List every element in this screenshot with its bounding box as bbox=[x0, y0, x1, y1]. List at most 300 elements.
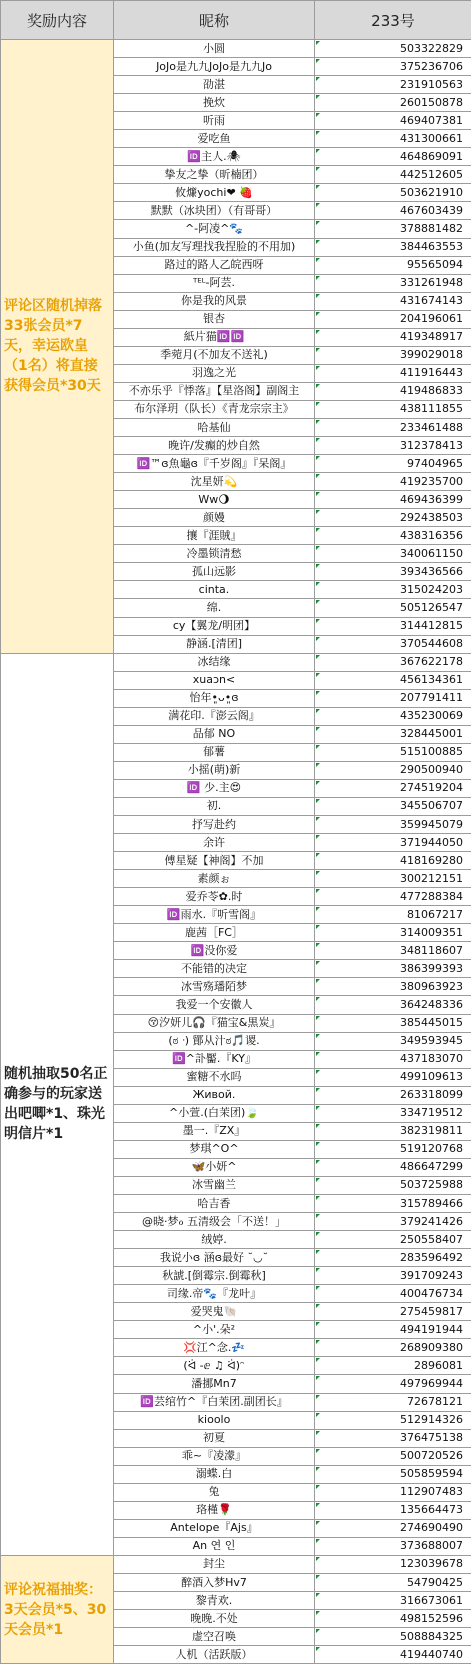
id-cell[interactable] bbox=[315, 1646, 471, 1664]
nickname-cell[interactable]: 绵. bbox=[114, 599, 315, 617]
id-cell[interactable] bbox=[315, 1285, 471, 1303]
nickname-cell[interactable]: 蜜糖不水吗 bbox=[114, 1068, 315, 1086]
id-cell[interactable] bbox=[315, 1393, 471, 1411]
number-as-text-indicator-icon bbox=[316, 1304, 320, 1308]
id-cell[interactable] bbox=[315, 418, 471, 436]
id-value: 231910563 bbox=[400, 78, 463, 91]
id-cell[interactable] bbox=[315, 166, 471, 184]
nickname-cell[interactable]: 挽炊 bbox=[114, 94, 315, 112]
id-value: 486647299 bbox=[400, 1160, 463, 1173]
id-cell[interactable] bbox=[315, 743, 471, 761]
id-cell[interactable] bbox=[315, 491, 471, 509]
id-cell[interactable] bbox=[315, 761, 471, 779]
id-cell[interactable] bbox=[315, 1213, 471, 1231]
id-cell[interactable] bbox=[315, 148, 471, 166]
number-as-text-indicator-icon bbox=[316, 1250, 320, 1254]
nickname-cell[interactable]: 颜嫚 bbox=[114, 509, 315, 527]
id-cell[interactable] bbox=[315, 725, 471, 743]
id-cell[interactable] bbox=[315, 635, 471, 653]
id-value: 505859594 bbox=[400, 1467, 463, 1480]
nickname-cell[interactable]: 🆔芸绾竹^『白茉团.副团长』 bbox=[114, 1393, 315, 1411]
id-cell[interactable] bbox=[315, 1447, 471, 1465]
number-as-text-indicator-icon bbox=[316, 456, 320, 460]
id-cell[interactable] bbox=[315, 1411, 471, 1429]
number-as-text-indicator-icon bbox=[316, 1052, 320, 1056]
id-value: 400476734 bbox=[400, 1287, 463, 1300]
number-as-text-indicator-icon bbox=[316, 1503, 320, 1507]
id-value: 505126547 bbox=[400, 601, 463, 614]
id-cell[interactable] bbox=[315, 671, 471, 689]
id-value: 386399393 bbox=[400, 962, 463, 975]
number-as-text-indicator-icon bbox=[316, 185, 320, 189]
id-cell[interactable] bbox=[315, 545, 471, 563]
nickname-cell[interactable]: 爱哭鬼🐚 bbox=[114, 1303, 315, 1321]
nickname-cell[interactable]: 晚许/发癫的炒自然 bbox=[114, 437, 315, 455]
number-as-text-indicator-icon bbox=[316, 1142, 320, 1146]
id-value: 81067217 bbox=[407, 908, 463, 921]
number-as-text-indicator-icon bbox=[316, 402, 320, 406]
nickname-cell[interactable]: 🆔™ɞ魚龜ɞ『千岁阁』『呆阁』 bbox=[114, 455, 315, 473]
id-value: 290500940 bbox=[400, 763, 463, 776]
id-cell[interactable] bbox=[315, 455, 471, 473]
id-value: 373688007 bbox=[400, 1539, 463, 1552]
id-value: 469407381 bbox=[400, 114, 463, 127]
id-value: 370544608 bbox=[400, 637, 463, 650]
id-cell[interactable] bbox=[315, 1339, 471, 1357]
id-cell[interactable] bbox=[315, 816, 471, 834]
number-as-text-indicator-icon bbox=[316, 438, 320, 442]
id-value: 438111855 bbox=[400, 402, 463, 415]
number-as-text-indicator-icon bbox=[316, 1557, 320, 1561]
header-nickname[interactable]: 昵称 bbox=[114, 1, 315, 40]
nickname-cell[interactable]: 银杏 bbox=[114, 310, 315, 328]
id-cell[interactable] bbox=[315, 1628, 471, 1646]
id-cell[interactable] bbox=[315, 1032, 471, 1050]
id-value: 2896081 bbox=[414, 1359, 463, 1372]
id-value: 316673061 bbox=[400, 1594, 463, 1607]
nickname-cell[interactable]: 孤山远影 bbox=[114, 563, 315, 581]
id-cell[interactable] bbox=[315, 527, 471, 545]
number-as-text-indicator-icon bbox=[316, 221, 320, 225]
nickname-cell[interactable]: 沈星妍💫 bbox=[114, 473, 315, 491]
id-cell[interactable] bbox=[315, 112, 471, 130]
id-cell[interactable] bbox=[315, 1140, 471, 1158]
table-row bbox=[1, 653, 471, 671]
nickname-cell[interactable]: 素颜ぉ bbox=[114, 870, 315, 888]
id-value: 419348917 bbox=[400, 330, 463, 343]
id-cell[interactable] bbox=[315, 382, 471, 400]
nickname-cell[interactable]: 兔 bbox=[114, 1483, 315, 1501]
nickname-cell[interactable]: @晓·梦ℴ 五清级会「不送！」 bbox=[114, 1213, 315, 1231]
id-value: 268909380 bbox=[400, 1341, 463, 1354]
nickname-cell[interactable]: 季菀月(不加友不送礼) bbox=[114, 346, 315, 364]
number-as-text-indicator-icon bbox=[316, 600, 320, 604]
id-value: 435230069 bbox=[400, 709, 463, 722]
id-cell[interactable] bbox=[315, 870, 471, 888]
id-value: 274519204 bbox=[400, 781, 463, 794]
id-value: 379241426 bbox=[400, 1215, 463, 1228]
id-cell[interactable] bbox=[315, 888, 471, 906]
nickname-cell[interactable]: ᵀᴱᴸ-阿芸. bbox=[114, 274, 315, 292]
number-as-text-indicator-icon bbox=[316, 1070, 320, 1074]
id-cell[interactable] bbox=[315, 1610, 471, 1628]
number-as-text-indicator-icon bbox=[316, 1286, 320, 1290]
number-as-text-indicator-icon bbox=[316, 691, 320, 695]
nickname-cell[interactable]: 挚友之挚（昕楠团） bbox=[114, 166, 315, 184]
nickname-cell[interactable]: 我说小ɞ 涵ɞ最好 ˘◡˘ bbox=[114, 1249, 315, 1267]
nickname-cell[interactable]: cy【翼龙/明团】 bbox=[114, 617, 315, 635]
id-value: 437183070 bbox=[400, 1052, 463, 1065]
nickname-cell[interactable]: 静涵.[清团] bbox=[114, 635, 315, 653]
id-value: 250558407 bbox=[400, 1233, 463, 1246]
nickname-cell[interactable]: 🆔主人.🕷 bbox=[114, 148, 315, 166]
reward-cell[interactable]: 随机抽取50名正确参与的玩家送出吧唧*1、珠光明信片*1 bbox=[1, 653, 114, 1555]
id-value: 380963923 bbox=[400, 980, 463, 993]
nickname-cell[interactable]: 💢江^念.💤 bbox=[114, 1339, 315, 1357]
nickname-cell[interactable]: 黎青欢. bbox=[114, 1592, 315, 1610]
nickname-cell[interactable]: Живой. bbox=[114, 1086, 315, 1104]
nickname-cell[interactable]: 羽逸之光 bbox=[114, 364, 315, 382]
nickname-cell[interactable]: (ಠ ᐧ) 鄮从汁ಠ🎵谡. bbox=[114, 1032, 315, 1050]
number-as-text-indicator-icon bbox=[316, 907, 320, 911]
id-cell[interactable] bbox=[315, 1195, 471, 1213]
nickname-cell[interactable]: 冰结缘 bbox=[114, 653, 315, 671]
number-as-text-indicator-icon bbox=[316, 1629, 320, 1633]
nickname-cell[interactable]: 绒婷. bbox=[114, 1231, 315, 1249]
table-body bbox=[1, 40, 471, 1664]
id-cell[interactable] bbox=[315, 437, 471, 455]
header-id[interactable]: 233号 bbox=[315, 1, 471, 40]
header-reward[interactable]: 奖励内容 bbox=[1, 1, 114, 40]
nickname-cell[interactable]: 秋諕.[倒霉宗.倒霉秋] bbox=[114, 1267, 315, 1285]
number-as-text-indicator-icon bbox=[316, 312, 320, 316]
id-cell[interactable] bbox=[315, 834, 471, 852]
id-value: 498152596 bbox=[400, 1612, 463, 1625]
nickname-cell[interactable]: 醉酒入梦Hv7 bbox=[114, 1573, 315, 1591]
nickname-cell[interactable]: 路过的路人乙皖西呀 bbox=[114, 256, 315, 274]
nickname-cell[interactable]: 劭湛 bbox=[114, 76, 315, 94]
number-as-text-indicator-icon bbox=[316, 492, 320, 496]
id-value: 469436399 bbox=[400, 493, 463, 506]
id-cell[interactable] bbox=[315, 942, 471, 960]
number-as-text-indicator-icon bbox=[316, 1124, 320, 1128]
id-value: 364248336 bbox=[400, 998, 463, 1011]
id-value: 315024203 bbox=[400, 583, 463, 596]
nickname-cell[interactable]: Antelope『Ajs』 bbox=[114, 1519, 315, 1537]
number-as-text-indicator-icon bbox=[316, 817, 320, 821]
id-cell[interactable] bbox=[315, 1537, 471, 1555]
number-as-text-indicator-icon bbox=[316, 1034, 320, 1038]
id-cell[interactable] bbox=[315, 1158, 471, 1176]
id-cell[interactable] bbox=[315, 1014, 471, 1032]
number-as-text-indicator-icon bbox=[316, 1539, 320, 1543]
id-cell[interactable] bbox=[315, 852, 471, 870]
number-as-text-indicator-icon bbox=[316, 763, 320, 767]
nickname-cell[interactable]: 你是我的风景 bbox=[114, 292, 315, 310]
number-as-text-indicator-icon bbox=[316, 709, 320, 713]
id-value: 512914326 bbox=[400, 1413, 463, 1426]
nickname-cell[interactable]: ^小'.朵² bbox=[114, 1321, 315, 1339]
id-cell[interactable] bbox=[315, 1267, 471, 1285]
id-cell[interactable] bbox=[315, 1086, 471, 1104]
nickname-cell[interactable]: 爱吃鱼 bbox=[114, 130, 315, 148]
number-as-text-indicator-icon bbox=[316, 546, 320, 550]
id-cell[interactable] bbox=[315, 328, 471, 346]
nickname-cell[interactable]: kioolo bbox=[114, 1411, 315, 1429]
nickname-cell[interactable]: 默默（冰块团）（有哥哥） bbox=[114, 202, 315, 220]
id-value: 345506707 bbox=[400, 799, 463, 812]
number-as-text-indicator-icon bbox=[316, 961, 320, 965]
nickname-cell[interactable]: 人机（活跃版） bbox=[114, 1646, 315, 1664]
nickname-cell[interactable]: 冰雪幽兰 bbox=[114, 1176, 315, 1194]
reward-cell[interactable]: 评论祝福抽奖：3天会员*5、30天会员*1 bbox=[1, 1555, 114, 1663]
nickname-cell[interactable]: 布尔泽玥（队长）《青龙宗宗主》 bbox=[114, 400, 315, 418]
number-as-text-indicator-icon bbox=[316, 1593, 320, 1597]
nickname-cell[interactable]: 攘『涯賊』 bbox=[114, 527, 315, 545]
id-value: 419440740 bbox=[400, 1648, 463, 1661]
number-as-text-indicator-icon bbox=[316, 240, 320, 244]
id-value: 349593945 bbox=[400, 1034, 463, 1047]
id-value: 204196061 bbox=[400, 312, 463, 325]
id-value: 519120768 bbox=[400, 1142, 463, 1155]
id-value: 438316356 bbox=[400, 529, 463, 542]
nickname-cell[interactable]: 我爱一个安徽人 bbox=[114, 996, 315, 1014]
number-as-text-indicator-icon bbox=[316, 528, 320, 532]
nickname-cell[interactable]: 紙片猫🆔🆔 bbox=[114, 328, 315, 346]
nickname-cell[interactable]: 怡年•͈ᴗ•͈ɞ bbox=[114, 689, 315, 707]
nickname-cell[interactable]: 爱乔苓✿.时 bbox=[114, 888, 315, 906]
nickname-cell[interactable]: 墨一.『ZX』 bbox=[114, 1122, 315, 1140]
id-cell[interactable] bbox=[315, 94, 471, 112]
id-value: 477288384 bbox=[400, 890, 463, 903]
nickname-cell[interactable]: 小鱼(加友写理找我捏脸的不用加) bbox=[114, 238, 315, 256]
nickname-cell[interactable]: 😚汐妍儿🎧『猫宝&黒炭』 bbox=[114, 1014, 315, 1032]
number-as-text-indicator-icon bbox=[316, 1178, 320, 1182]
number-as-text-indicator-icon bbox=[316, 1413, 320, 1417]
id-cell[interactable] bbox=[315, 1321, 471, 1339]
nickname-cell[interactable]: Ww🌖 bbox=[114, 491, 315, 509]
id-cell[interactable] bbox=[315, 906, 471, 924]
nickname-cell[interactable]: JoJo是九九JoJo是九九Jo bbox=[114, 58, 315, 76]
id-cell[interactable] bbox=[315, 563, 471, 581]
nickname-cell[interactable]: 听雨 bbox=[114, 112, 315, 130]
number-as-text-indicator-icon bbox=[316, 420, 320, 424]
id-cell[interactable] bbox=[315, 238, 471, 256]
nickname-cell[interactable]: 🆔雨水.『听雪阁』 bbox=[114, 906, 315, 924]
id-cell[interactable] bbox=[315, 1050, 471, 1068]
id-cell[interactable] bbox=[315, 996, 471, 1014]
number-as-text-indicator-icon bbox=[316, 1016, 320, 1020]
nickname-cell[interactable]: (ᐛ -ⅇ ♫ ᐛ)ᵔ bbox=[114, 1357, 315, 1375]
nickname-cell[interactable]: 郁薯 bbox=[114, 743, 315, 761]
nickname-cell[interactable]: 🆔 少.主😍 bbox=[114, 779, 315, 797]
id-value: 72678121 bbox=[407, 1395, 463, 1408]
id-cell[interactable] bbox=[315, 310, 471, 328]
nickname-cell[interactable]: 冷墨锁清愁 bbox=[114, 545, 315, 563]
id-cell[interactable] bbox=[315, 1573, 471, 1591]
id-cell[interactable] bbox=[315, 1465, 471, 1483]
id-cell[interactable] bbox=[315, 1303, 471, 1321]
nickname-cell[interactable]: 梦琪^O^ bbox=[114, 1140, 315, 1158]
id-cell[interactable] bbox=[315, 256, 471, 274]
nickname-cell[interactable]: 小摇(萌)新 bbox=[114, 761, 315, 779]
id-value: 385445015 bbox=[400, 1016, 463, 1029]
id-cell[interactable] bbox=[315, 130, 471, 148]
id-value: 497969944 bbox=[400, 1377, 463, 1390]
nickname-cell[interactable]: 🆔没你爱 bbox=[114, 942, 315, 960]
id-cell[interactable] bbox=[315, 58, 471, 76]
table-row bbox=[1, 1555, 471, 1573]
id-value: 275459817 bbox=[400, 1305, 463, 1318]
number-as-text-indicator-icon bbox=[316, 510, 320, 514]
nickname-cell[interactable]: 满花印.『澎云阁』 bbox=[114, 707, 315, 725]
id-cell[interactable] bbox=[315, 1375, 471, 1393]
id-cell[interactable] bbox=[315, 1501, 471, 1519]
id-cell[interactable] bbox=[315, 1357, 471, 1375]
id-cell[interactable] bbox=[315, 274, 471, 292]
nickname-cell[interactable]: 不亦乐乎『悸落』【星洛阁】副阁主 bbox=[114, 382, 315, 400]
id-cell[interactable] bbox=[315, 220, 471, 238]
number-as-text-indicator-icon bbox=[316, 1395, 320, 1399]
id-cell[interactable] bbox=[315, 1104, 471, 1122]
id-cell[interactable] bbox=[315, 400, 471, 418]
id-cell[interactable] bbox=[315, 1068, 471, 1086]
id-cell[interactable] bbox=[315, 1176, 471, 1194]
id-value: 508884325 bbox=[400, 1630, 463, 1643]
id-value: 260150878 bbox=[400, 96, 463, 109]
id-value: 503621910 bbox=[400, 186, 463, 199]
id-cell[interactable] bbox=[315, 1122, 471, 1140]
number-as-text-indicator-icon bbox=[316, 167, 320, 171]
id-cell[interactable] bbox=[315, 184, 471, 202]
nickname-cell[interactable]: 初. bbox=[114, 797, 315, 815]
id-cell[interactable] bbox=[315, 40, 471, 58]
nickname-cell[interactable]: 抒写赴约 bbox=[114, 816, 315, 834]
id-cell[interactable] bbox=[315, 1555, 471, 1573]
nickname-cell[interactable]: An 연 인 bbox=[114, 1537, 315, 1555]
id-cell[interactable] bbox=[315, 1483, 471, 1501]
id-value: 431300661 bbox=[400, 132, 463, 145]
id-value: 233461488 bbox=[400, 421, 463, 434]
number-as-text-indicator-icon bbox=[316, 1647, 320, 1651]
id-cell[interactable] bbox=[315, 1249, 471, 1267]
number-as-text-indicator-icon bbox=[316, 1358, 320, 1362]
number-as-text-indicator-icon bbox=[316, 1322, 320, 1326]
nickname-cell[interactable]: cinta. bbox=[114, 581, 315, 599]
id-cell[interactable] bbox=[315, 689, 471, 707]
nickname-cell[interactable]: 品郁 NO bbox=[114, 725, 315, 743]
id-value: 393436566 bbox=[400, 565, 463, 578]
id-value: 442512605 bbox=[400, 168, 463, 181]
id-cell[interactable] bbox=[315, 346, 471, 364]
nickname-cell[interactable]: 潘挪Mn7 bbox=[114, 1375, 315, 1393]
id-value: 411916443 bbox=[400, 366, 463, 379]
id-cell[interactable] bbox=[315, 797, 471, 815]
id-value: 371944050 bbox=[400, 836, 463, 849]
nickname-cell[interactable]: 鹿茜［FC］ bbox=[114, 924, 315, 942]
id-value: 418169280 bbox=[400, 854, 463, 867]
number-as-text-indicator-icon bbox=[316, 871, 320, 875]
nickname-cell[interactable]: 乖~『凌濛』 bbox=[114, 1447, 315, 1465]
nickname-cell[interactable]: ^-阿凌^🐾 bbox=[114, 220, 315, 238]
nickname-cell[interactable]: 不能错的决定 bbox=[114, 960, 315, 978]
id-value: 431674143 bbox=[400, 294, 463, 307]
id-cell[interactable] bbox=[315, 978, 471, 996]
id-cell[interactable] bbox=[315, 1519, 471, 1537]
nickname-cell[interactable]: 冰雪殇璠陌梦 bbox=[114, 978, 315, 996]
nickname-cell[interactable]: 哈基仙 bbox=[114, 418, 315, 436]
nickname-cell[interactable]: 司缘.帝🐾『龙叶』 bbox=[114, 1285, 315, 1303]
nickname-cell[interactable]: 哈吉香 bbox=[114, 1195, 315, 1213]
id-value: 384463553 bbox=[400, 240, 463, 253]
nickname-cell[interactable]: 溺蝶.白 bbox=[114, 1465, 315, 1483]
id-cell[interactable] bbox=[315, 202, 471, 220]
id-cell[interactable] bbox=[315, 617, 471, 635]
number-as-text-indicator-icon bbox=[316, 1449, 320, 1453]
reward-cell[interactable]: 评论区随机掉落33张会员*7天，幸运欧皇（1名）将直接获得会员*30天 bbox=[1, 40, 114, 654]
number-as-text-indicator-icon bbox=[316, 77, 320, 81]
nickname-cell[interactable]: 晚晚.不处 bbox=[114, 1610, 315, 1628]
number-as-text-indicator-icon bbox=[316, 1467, 320, 1471]
number-as-text-indicator-icon bbox=[316, 673, 320, 677]
nickname-cell[interactable]: 封尘 bbox=[114, 1555, 315, 1573]
id-cell[interactable] bbox=[315, 1592, 471, 1610]
nickname-cell[interactable]: 🦋小妍^ bbox=[114, 1158, 315, 1176]
nickname-cell[interactable]: 小圆 bbox=[114, 40, 315, 58]
id-cell[interactable] bbox=[315, 924, 471, 942]
nickname-cell[interactable]: xuaɔn< bbox=[114, 671, 315, 689]
id-cell[interactable] bbox=[315, 473, 471, 491]
id-value: 334719512 bbox=[400, 1106, 463, 1119]
id-value: 382319811 bbox=[400, 1124, 463, 1137]
id-cell[interactable] bbox=[315, 960, 471, 978]
id-value: 123039678 bbox=[400, 1557, 463, 1570]
nickname-cell[interactable]: 🆔^訃靨.『KY』 bbox=[114, 1050, 315, 1068]
number-as-text-indicator-icon bbox=[316, 1575, 320, 1579]
id-cell[interactable] bbox=[315, 599, 471, 617]
nickname-cell[interactable]: ^小萱.(白茉团)🍃 bbox=[114, 1104, 315, 1122]
id-value: 456134361 bbox=[400, 673, 463, 686]
number-as-text-indicator-icon bbox=[316, 1611, 320, 1615]
nickname-cell[interactable]: 初夏 bbox=[114, 1429, 315, 1447]
id-cell[interactable] bbox=[315, 1429, 471, 1447]
id-cell[interactable] bbox=[315, 364, 471, 382]
id-cell[interactable] bbox=[315, 292, 471, 310]
nickname-cell[interactable]: 攸燫yochi❤ 🍓 bbox=[114, 184, 315, 202]
number-as-text-indicator-icon bbox=[316, 330, 320, 334]
id-cell[interactable] bbox=[315, 707, 471, 725]
nickname-cell[interactable]: 余许 bbox=[114, 834, 315, 852]
id-value: 378881482 bbox=[400, 222, 463, 235]
number-as-text-indicator-icon bbox=[316, 979, 320, 983]
id-cell[interactable] bbox=[315, 76, 471, 94]
number-as-text-indicator-icon bbox=[316, 474, 320, 478]
id-cell[interactable] bbox=[315, 653, 471, 671]
number-as-text-indicator-icon bbox=[316, 203, 320, 207]
nickname-cell[interactable]: 傅星疑【神阁】不加 bbox=[114, 852, 315, 870]
id-cell[interactable] bbox=[315, 1231, 471, 1249]
id-cell[interactable] bbox=[315, 581, 471, 599]
id-value: 328445001 bbox=[400, 727, 463, 740]
nickname-cell[interactable]: 珞槿🌹 bbox=[114, 1501, 315, 1519]
id-value: 399029018 bbox=[400, 348, 463, 361]
id-value: 464869091 bbox=[400, 150, 463, 163]
id-cell[interactable] bbox=[315, 779, 471, 797]
id-value: 367622178 bbox=[400, 655, 463, 668]
id-cell[interactable] bbox=[315, 509, 471, 527]
nickname-cell[interactable]: 虚空召唤 bbox=[114, 1628, 315, 1646]
id-value: 503725988 bbox=[400, 1178, 463, 1191]
